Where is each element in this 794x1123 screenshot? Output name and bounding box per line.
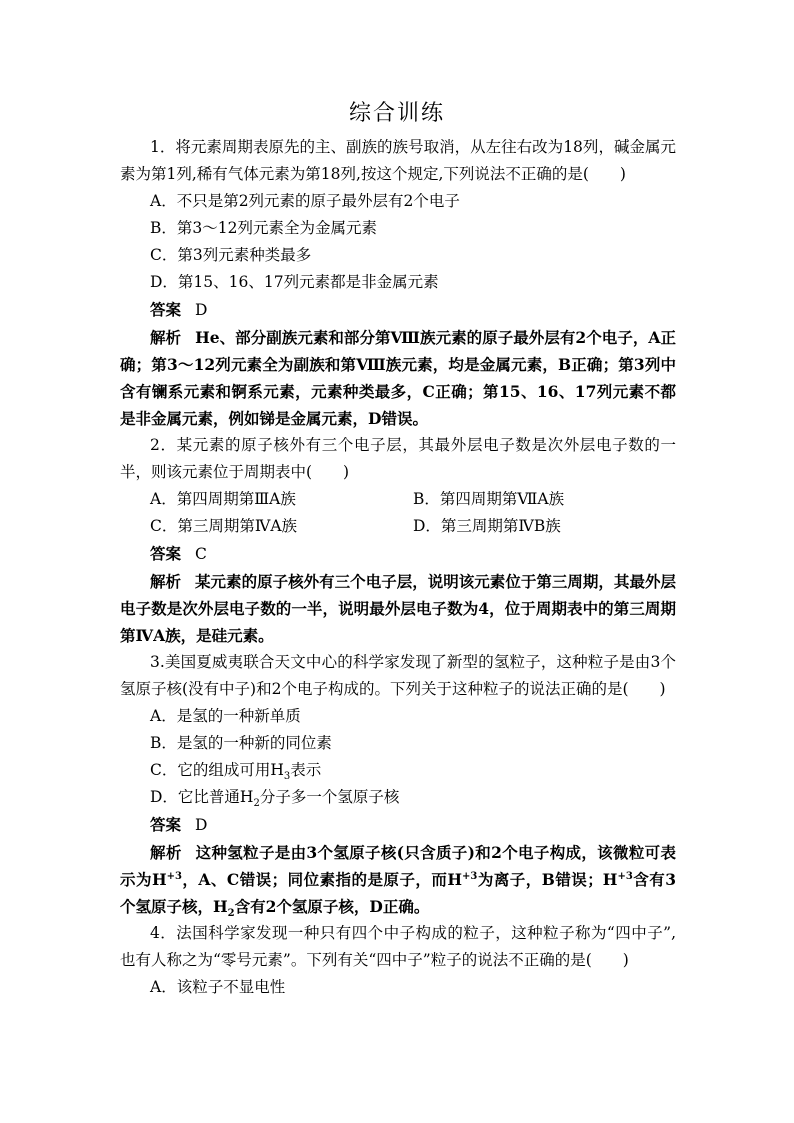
subscript: 2 <box>253 798 260 810</box>
question-2-option-b: B．第四周期第ⅦA族 <box>413 490 565 508</box>
question-1-option-d: D．第15、16、17列元素都是非金属元素 <box>150 273 439 291</box>
answer-label: 答案 <box>150 815 182 834</box>
question-1-option-c: C．第3列元素种类最多 <box>150 246 312 264</box>
question-2-analysis <box>120 568 676 649</box>
question-2-option-d: D．第三周期第ⅣB族 <box>413 517 561 535</box>
question-1-stem: 1．将元素周期表原先的主、副族的族号取消，从左往右改为18列，碱金属元素为第1列,稀有气体元素为第18列,按这个规定,下列说法不正确的是( ) <box>120 138 676 183</box>
question-3-option-c <box>120 757 676 784</box>
analysis-text: ，A、C错误；同位素指的是原子，而H <box>181 870 463 889</box>
question-1-option-a: A．不只是第2列元素的原子最外层有2个电子 <box>150 192 460 210</box>
superscript: +3 <box>166 870 182 882</box>
option-text: 分子多一个氢原子核 <box>259 788 400 806</box>
question-3-analysis <box>120 839 676 920</box>
question-2-stem: 2．某元素的原子核外有三个电子层，其最外层电子数是次外层电子数的一半，则该元素位于周期表中( ) <box>120 436 676 481</box>
question-2-option-c: C．第三周期第ⅣA族 <box>150 517 298 535</box>
analysis-text: 这种氢粒子是由3个氢原子核(只含质子)和2个电子构成，该微粒可表示为H <box>120 843 676 889</box>
analysis-label: 解析 <box>150 328 182 347</box>
question-1-analysis <box>120 324 676 432</box>
analysis-text: 某元素的原子核外有三个电子层，说明该元素位于第三周期，其最外层电子数是次外层电子数的一半，说明最外层电子数为4，位于周期表中的第三周期第ⅣA族，是硅元素。 <box>120 572 676 645</box>
subscript: 3 <box>283 771 291 783</box>
document-body <box>120 134 676 1001</box>
option-text: 表示 <box>290 761 322 779</box>
analysis-text: 含有3个氢原子核，H <box>120 870 676 916</box>
analysis-label: 解析 <box>150 572 182 591</box>
analysis-text: 为离子，B错误；H <box>477 870 618 889</box>
question-4-option-a: A．该粒子不显电性 <box>150 978 286 996</box>
subscript: 2 <box>227 908 235 920</box>
question-1-option-b: B．第3～12列元素全为金属元素 <box>150 219 377 237</box>
superscript: +3 <box>617 870 633 882</box>
answer-label: 答案 <box>150 300 182 319</box>
page-title: 综合训练 <box>348 101 445 126</box>
question-1-answer <box>120 296 676 324</box>
answer-label: 答案 <box>150 544 182 563</box>
analysis-label: 解析 <box>150 843 182 862</box>
superscript: +3 <box>462 870 478 882</box>
question-3-option-a: A．是氢的一种新单质 <box>150 707 301 725</box>
option-text: C．它的组成可用H <box>150 761 284 779</box>
question-2-answer <box>120 540 676 568</box>
question-3-option-b: B．是氢的一种新的同位素 <box>150 734 332 752</box>
option-text: D．它比普通H <box>150 788 254 806</box>
question-3-answer <box>120 811 676 839</box>
question-3-option-d <box>120 784 676 811</box>
answer-value: D <box>195 301 208 319</box>
question-2-options-row-2 <box>120 513 676 540</box>
question-3-stem: 3.美国夏威夷联合天文中心的科学家发现了新型的氢粒子，这种粒子是由3个氢原子核(没有中子)和2个电子构成的。下列关于这种粒子的说法正确的是( ) <box>120 653 676 698</box>
analysis-text: He、部分副族元素和部分第Ⅷ族元素的原子最外层有2个电子，A正确；第3～12列元素全为副族和第Ⅷ族元素，均是金属元素，B正确；第3列中含有镧系元素和锕系元素，元素种类最多，C正确；第15、16、17列元素不都是非金属元素，例如锑是金属元素，D错误。 <box>120 328 676 428</box>
question-2-options-row-1 <box>120 486 676 513</box>
question-4-stem: 4．法国科学家发现一种只有四个中子构成的粒子，这种粒子称为“四中子”,也有人称之为“零号元素”。下列有关“四中子”粒子的说法不正确的是( ) <box>120 924 676 969</box>
analysis-text: 含有2个氢原子核，D正确。 <box>234 897 430 916</box>
question-2-option-a: A．第四周期第ⅢA族 <box>150 490 296 508</box>
answer-value: D <box>195 816 208 834</box>
answer-value: C <box>195 545 207 563</box>
